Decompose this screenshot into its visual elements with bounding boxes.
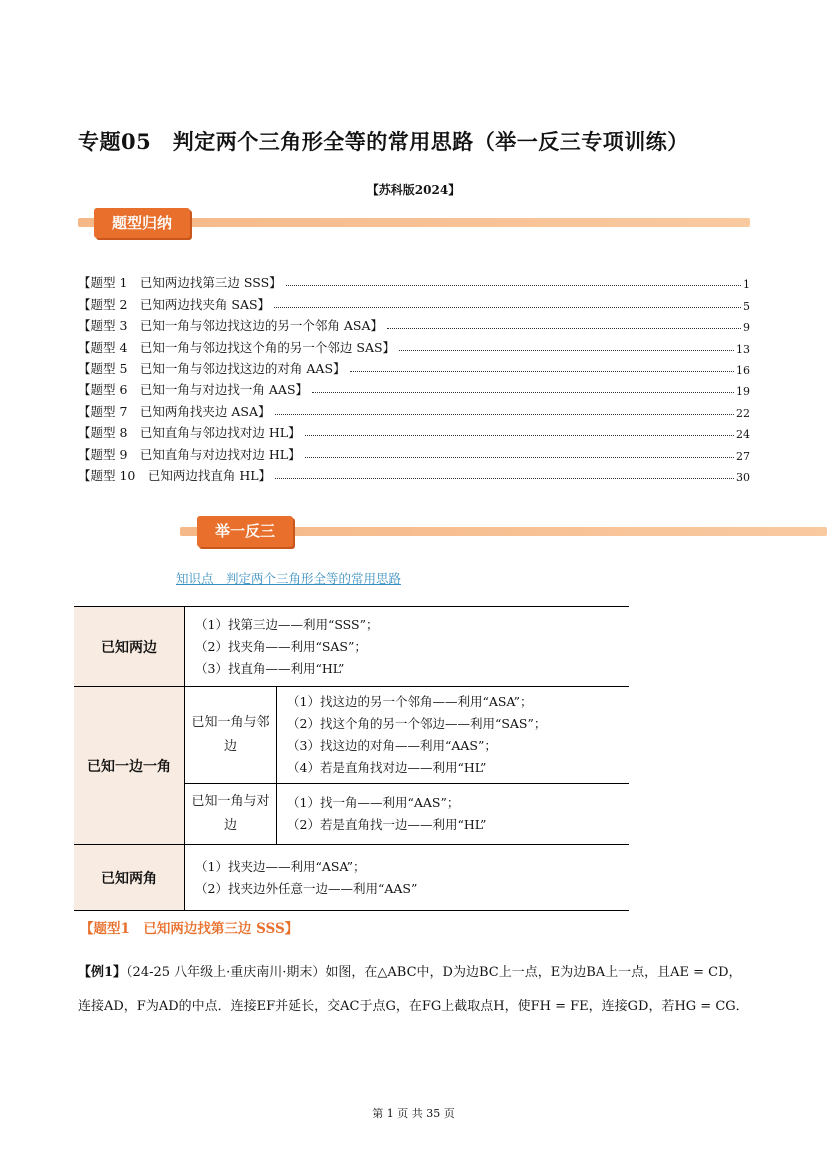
table-line: （2）找夹角——利用“SAS”； [195, 638, 367, 654]
toc-item[interactable] [78, 313, 750, 334]
row-head-side-angle: 已知一边一角 [74, 687, 185, 845]
toc-item-page: 9 [743, 321, 750, 335]
table-line: （3）找这边的对角——利用“AAS”； [287, 738, 497, 753]
toc-item-page: 1 [743, 278, 750, 292]
example-1 [78, 956, 750, 1023]
toc-item-page: 13 [736, 342, 750, 356]
toc-item[interactable] [78, 334, 750, 355]
row-lines-angle-adjacent [277, 687, 630, 784]
example-source: （24-25 八年级上·重庆南川·期末） [126, 965, 326, 980]
example-label: 【例1】 [78, 965, 127, 980]
edition-label: 【苏科版2024】 [366, 183, 461, 197]
toc-item[interactable] [78, 441, 750, 462]
toc-item-page: 30 [736, 470, 750, 484]
row-lines-angle-opposite [277, 784, 630, 845]
table-line: （2）找夹边外任意一边——利用“AAS” [195, 880, 418, 896]
toc-item[interactable] [78, 377, 750, 398]
table-line: （1）找第三边——利用“SSS”； [195, 616, 379, 632]
toc-dot-leader [387, 328, 741, 329]
subhead-angle-adjacent [185, 687, 277, 784]
section-badge-2: 举一反三 [197, 516, 293, 547]
toc-dot-leader [305, 457, 734, 458]
toc-item[interactable] [78, 356, 750, 377]
toc-item[interactable] [78, 270, 750, 291]
row-lines-two-angles [185, 845, 630, 911]
toc-item-label: 【题型 4 已知一角与邻边找这个角的另一个邻边 SAS】 [78, 339, 396, 355]
subhead-angle-opposite [185, 784, 277, 845]
toc-dot-leader [399, 350, 734, 351]
table-line: （2）若是直角找一边——利用“HL” [287, 817, 487, 832]
toc-item-label: 【题型 6 已知一角与对边找一角 AAS】 [78, 382, 309, 398]
toc-item-label: 【题型 8 已知直角与邻边找对边 HL】 [78, 425, 301, 441]
section-badge-1: 题型归纳 [94, 208, 190, 238]
table-line: （4）若是直角找对边——利用“HL” [287, 760, 487, 775]
toc-item-page: 16 [736, 363, 750, 377]
subhead-text: 已知一角与对边 [191, 794, 270, 833]
toc-item[interactable] [78, 291, 750, 312]
table-of-contents [78, 270, 750, 484]
row-lines-two-sides [185, 607, 630, 687]
toc-item-label: 【题型 9 已知直角与对边找对边 HL】 [78, 446, 301, 462]
example-text: 如图，在△ABC中，D为边BC上一点，E为边BA上一点，且AE = CD，连接AD，F为AD的中点．连接EF并延长，交AC于点G，在FG上截取点H，使FH = FE，连接GD，若HG = CG． [78, 965, 749, 1014]
toc-dot-leader [305, 435, 734, 436]
toc-item-page: 22 [736, 406, 750, 420]
row-head-two-sides: 已知两边 [74, 607, 185, 687]
toc-item-page: 24 [736, 428, 750, 442]
toc-dot-leader [350, 371, 734, 372]
knowledge-table [74, 606, 629, 911]
table-line: （3）找直角——利用“HL” [195, 660, 345, 676]
table-line: （1）找一角——利用“AAS”； [287, 795, 460, 810]
table-line: （1）找这边的另一个邻角——利用“ASA”； [287, 694, 533, 709]
table-line: （2）找这个角的另一个邻边——利用“SAS”； [287, 716, 547, 731]
toc-item-label: 【题型 3 已知一角与邻边找这边的另一个邻角 ASA】 [78, 318, 384, 334]
toc-item-label: 【题型 5 已知一角与邻边找这边的对角 AAS】 [78, 360, 346, 376]
toc-item-page: 19 [736, 385, 750, 399]
table-line: （1）找夹边——利用“ASA”； [195, 858, 366, 874]
toc-item-label: 【题型 1 已知两边找第三边 SSS】 [78, 275, 282, 291]
row-head-two-angles: 已知两角 [74, 845, 185, 911]
toc-item[interactable] [78, 463, 750, 484]
toc-dot-leader [275, 478, 734, 479]
toc-item-label: 【题型 10 已知两边找直角 HL】 [78, 467, 272, 483]
toc-dot-leader [286, 285, 741, 286]
toc-item-label: 【题型 2 已知两边找夹角 SAS】 [78, 296, 271, 312]
toc-item-page: 27 [736, 449, 750, 463]
toc-item-label: 【题型 7 已知两角找夹边 ASA】 [78, 403, 271, 419]
page-footer: 第 1 页 共 35 页 [372, 1107, 455, 1120]
toc-dot-leader [312, 392, 734, 393]
toc-dot-leader [274, 307, 741, 308]
knowledge-point-link[interactable]: 知识点 判定两个三角形全等的常用思路 [176, 571, 402, 586]
toc-item[interactable] [78, 398, 750, 419]
toc-item-page: 5 [743, 299, 750, 313]
subhead-text: 已知一角与邻边 [191, 715, 270, 754]
page-title: 专题05 判定两个三角形全等的常用思路（举一反三专项训练） [78, 129, 689, 154]
toc-item[interactable] [78, 420, 750, 441]
toc-dot-leader [275, 414, 734, 415]
section-heading-type1: 【题型1 已知两边找第三边 SSS】 [80, 921, 299, 937]
